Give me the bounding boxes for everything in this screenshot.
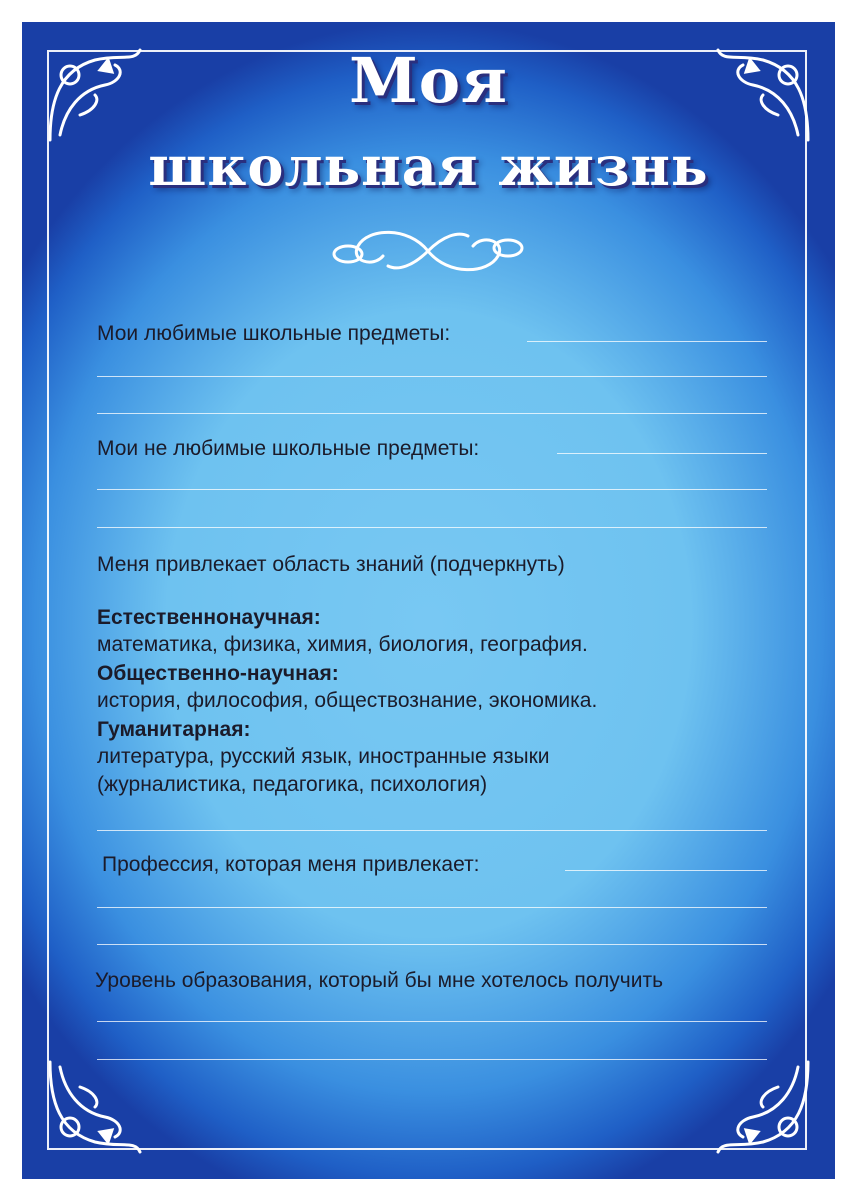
answer-line[interactable] — [97, 944, 767, 945]
knowledge-area-label: Меня привлекает область знаний (подчеркнуть) — [97, 553, 565, 576]
natural-science-title: Естественнонаучная: — [97, 606, 321, 629]
profession-label: Профессия, которая меня привлекает: — [102, 853, 480, 876]
certificate-sheet — [22, 22, 835, 1179]
natural-science-list: математика, физика, химия, биология, география. — [97, 633, 588, 656]
answer-line[interactable] — [97, 376, 767, 377]
page-title-line-1: Моя — [349, 44, 508, 117]
humanities-list-2: (журналистика, педагогика, психология) — [97, 773, 488, 796]
answer-line[interactable] — [527, 341, 767, 342]
page-title-line-2: школьная жизнь — [148, 134, 709, 198]
social-science-title: Общественно-научная: — [97, 662, 339, 685]
answer-line[interactable] — [97, 527, 767, 528]
education-level-label: Уровень образования, который бы мне хотелось получить — [95, 969, 664, 992]
favorite-subjects-label: Мои любимые школьные предметы: — [97, 322, 451, 345]
flourish-divider-icon — [328, 216, 528, 286]
corner-ornament-bottom-left-icon — [40, 1052, 150, 1162]
answer-line[interactable] — [97, 413, 767, 414]
answer-line[interactable] — [97, 1059, 767, 1060]
answer-line[interactable] — [97, 830, 767, 831]
corner-ornament-bottom-right-icon — [708, 1052, 818, 1162]
answer-line[interactable] — [97, 489, 767, 490]
answer-line[interactable] — [557, 453, 767, 454]
answer-line[interactable] — [97, 1021, 767, 1022]
answer-line[interactable] — [97, 907, 767, 908]
answer-line[interactable] — [565, 870, 767, 871]
social-science-list: история, философия, обществознание, экономика. — [97, 689, 598, 712]
humanities-list-1: литература, русский язык, иностранные языки — [97, 745, 550, 768]
unfavorite-subjects-label: Мои не любимые школьные предметы: — [97, 437, 480, 460]
humanities-title: Гуманитарная: — [97, 718, 251, 741]
